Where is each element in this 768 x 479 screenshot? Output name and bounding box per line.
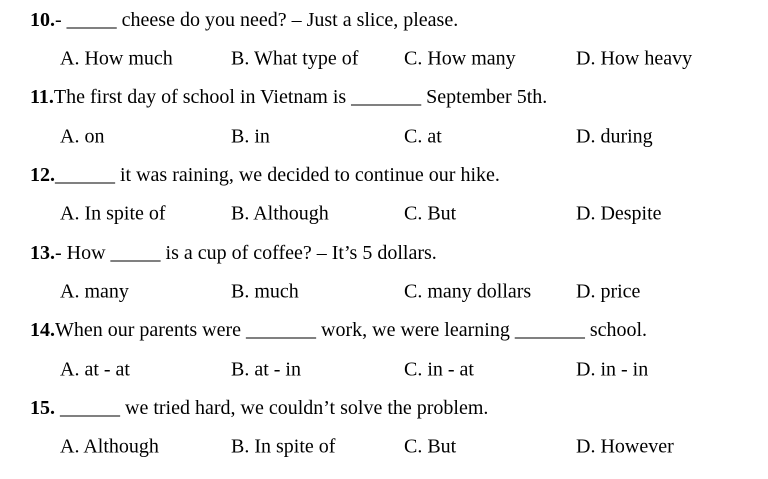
question-13-option-c: C. many dollars	[404, 280, 532, 303]
question-14-options	[0, 350, 768, 389]
question-13-number: 13.	[30, 241, 55, 264]
question-13-options	[0, 273, 768, 312]
question-15-option-d: D. However	[576, 435, 674, 458]
question-12-number: 12.	[30, 164, 55, 187]
question-11-option-d: D. during	[576, 125, 653, 148]
question-10-text: - _____ cheese do you need? – Just a slice, please.	[55, 8, 459, 31]
question-14-number: 14.	[30, 319, 55, 342]
question-11-number: 11.	[30, 86, 54, 109]
question-15-option-a: A. Although	[60, 435, 159, 458]
question-11-line	[0, 79, 768, 118]
question-13-option-a: A. many	[60, 280, 129, 303]
question-10-option-c: C. How many	[404, 47, 516, 70]
question-12-line	[0, 156, 768, 195]
question-15-text: ______ we tried hard, we couldn’t solve the problem.	[55, 396, 489, 419]
question-15-option-c: C. But	[404, 435, 457, 458]
question-10-number: 10.	[30, 8, 55, 31]
question-12-option-d: D. Despite	[576, 202, 662, 225]
question-10-line	[0, 1, 768, 40]
question-13-option-b: B. much	[231, 280, 299, 303]
question-14-option-b: B. at - in	[231, 358, 301, 381]
question-14-option-a: A. at - at	[60, 358, 130, 381]
question-15-line	[0, 389, 768, 428]
question-10-option-a: A. How much	[60, 47, 173, 70]
question-14-text: When our parents were _______ work, we were learning _______ school.	[55, 319, 648, 342]
question-13-text: - How _____ is a cup of coffee? – It’s 5 dollars.	[55, 241, 437, 264]
question-11-option-c: C. at	[404, 125, 442, 148]
question-13-line	[0, 234, 768, 273]
question-12-option-a: A. In spite of	[60, 202, 166, 225]
question-15-option-b: B. In spite of	[231, 435, 336, 458]
question-10-option-b: B. What type of	[231, 47, 359, 70]
question-14-line	[0, 311, 768, 350]
question-10-options	[0, 40, 768, 79]
question-14-option-d: D. in - in	[576, 358, 649, 381]
question-12-option-b: B. Although	[231, 202, 329, 225]
question-15-number: 15.	[30, 396, 55, 419]
question-13-option-d: D. price	[576, 280, 641, 303]
question-14-option-c: C. in - at	[404, 358, 474, 381]
question-11-option-a: A. on	[60, 125, 105, 148]
question-11-option-b: B. in	[231, 125, 270, 148]
question-12-text: ______ it was raining, we decided to continue our hike.	[55, 164, 500, 187]
question-12-option-c: C. But	[404, 202, 457, 225]
question-11-options	[0, 117, 768, 156]
question-15-options	[0, 428, 768, 467]
question-12-options	[0, 195, 768, 234]
question-11-text: The first day of school in Vietnam is _______ September 5th.	[53, 86, 548, 109]
question-10-option-d: D. How heavy	[576, 47, 693, 70]
